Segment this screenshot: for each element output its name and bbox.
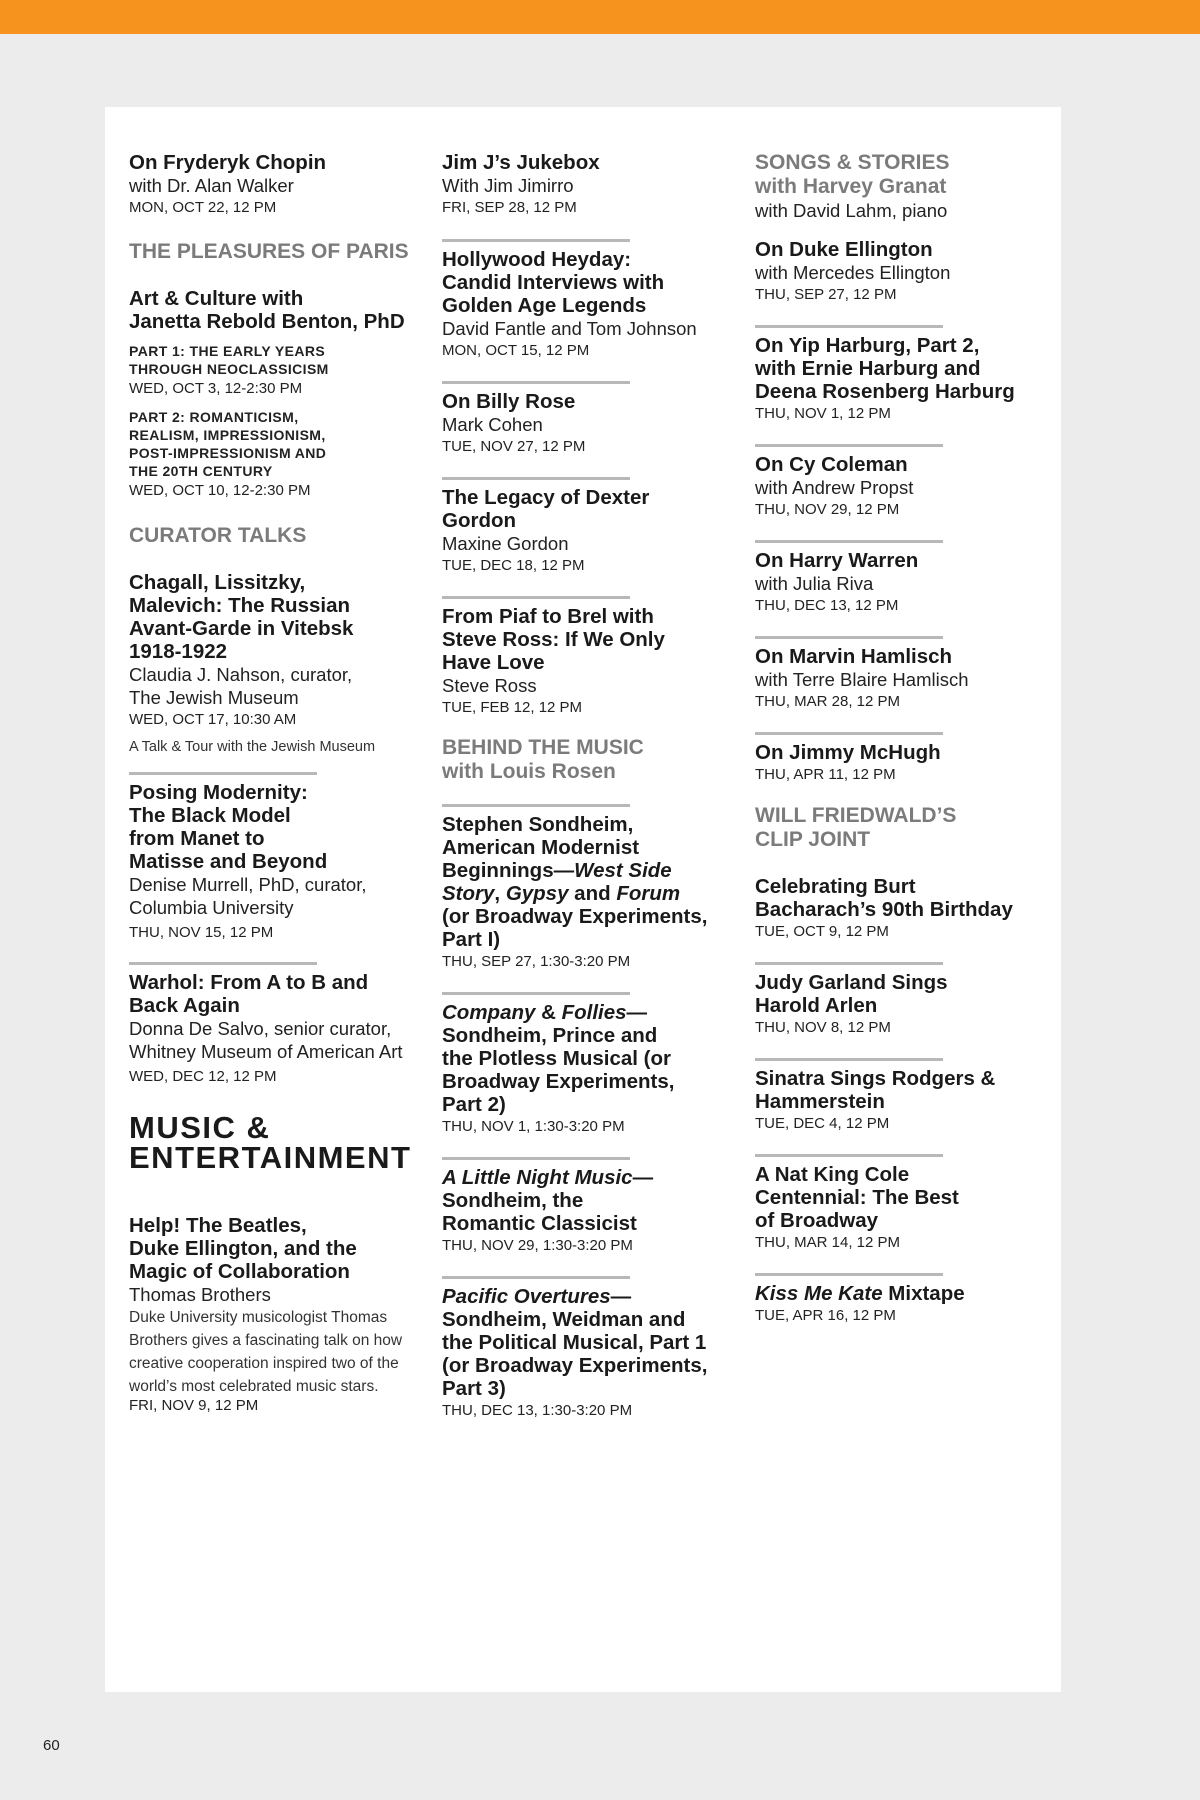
section-heading-clip-joint <box>755 804 1055 852</box>
event-note: A Talk & Tour with the Jewish Museum <box>129 739 376 755</box>
event-hollywood <box>442 248 742 361</box>
part-title-line: PART 2: ROMANTICISM, <box>129 409 299 425</box>
event-description: Brothers gives a fascinating talk on how <box>129 1332 403 1349</box>
event-title-line: Centennial: The Best <box>755 1186 959 1209</box>
heading-line: CLIP JOINT <box>755 828 871 851</box>
title-part-italic: Company <box>442 1001 536 1024</box>
event-date: THU, DEC 13, 12 PM <box>755 597 899 614</box>
event-date: FRI, NOV 9, 12 PM <box>129 1397 259 1414</box>
event-date: THU, NOV 15, 12 PM <box>129 924 274 941</box>
event-title-line: the Political Musical, Part 1 <box>442 1331 707 1354</box>
event-date: THU, SEP 27, 1:30-3:20 PM <box>442 953 631 970</box>
event-date: TUE, DEC 4, 12 PM <box>755 1115 890 1132</box>
title-part-italic: West Side <box>574 859 672 882</box>
event-title-line: Gordon <box>442 509 517 532</box>
event-date: TUE, FEB 12, 12 PM <box>442 699 583 716</box>
event-yip-harburg <box>755 334 1055 424</box>
event-date: THU, MAR 14, 12 PM <box>755 1234 901 1251</box>
section-heading-paris: THE PLEASURES OF PARIS <box>129 240 409 263</box>
event-date: THU, APR 11, 12 PM <box>755 766 896 783</box>
top-accent-bar <box>0 0 1200 34</box>
title-part: — <box>626 1001 648 1024</box>
music-entertainment-heading <box>129 1110 419 1175</box>
heading-line: with Harvey Granat <box>755 175 947 198</box>
part-title-line: PART 1: THE EARLY YEARS <box>129 343 326 359</box>
event-title-line <box>442 859 742 882</box>
title-part-italic: Forum <box>616 882 681 905</box>
event-speaker: with Mercedes Ellington <box>755 262 951 283</box>
section-heading-songs <box>755 151 1055 222</box>
divider <box>442 992 630 995</box>
event-title-line: Hollywood Heyday: <box>442 248 632 271</box>
event-paris <box>129 287 419 501</box>
event-title-line: Stephen Sondheim, <box>442 813 634 836</box>
divider <box>755 732 943 735</box>
event-sondheim-4 <box>442 1285 742 1421</box>
event-title-line: of Broadway <box>755 1209 879 1232</box>
event-title-line: Sondheim, Prince and <box>442 1024 658 1047</box>
event-speaker: Maxine Gordon <box>442 533 569 554</box>
event-title-line: The Legacy of Dexter <box>442 486 650 509</box>
event-speaker: Steve Ross <box>442 675 537 696</box>
heading-line: ENTERTAINMENT <box>129 1140 412 1175</box>
part-title-line: POST-IMPRESSIONISM AND <box>129 445 327 461</box>
event-title-line: Bacharach’s 90th Birthday <box>755 898 1013 921</box>
event-description: Duke University musicologist Thomas <box>129 1309 388 1326</box>
event-cy-coleman <box>755 453 1055 520</box>
event-title-line: A Nat King Cole <box>755 1163 910 1186</box>
divider <box>129 772 317 775</box>
divider <box>442 596 630 599</box>
event-title-line <box>755 1282 1055 1305</box>
title-part-italic: Follies <box>561 1001 627 1024</box>
divider <box>442 477 630 480</box>
divider <box>755 1058 943 1061</box>
event-title-line: Back Again <box>129 994 240 1017</box>
event-speaker: with Julia Riva <box>755 573 874 594</box>
section-heading-curator: CURATOR TALKS <box>129 524 307 547</box>
event-title-line: Posing Modernity: <box>129 781 308 804</box>
divider <box>755 325 943 328</box>
event-title-line: Part 2) <box>442 1093 506 1116</box>
section-heading-behind-music <box>442 736 742 784</box>
heading-line: with Louis Rosen <box>442 760 616 783</box>
event-date: TUE, APR 16, 12 PM <box>755 1307 896 1324</box>
divider <box>129 962 317 965</box>
event-dexter <box>442 486 742 576</box>
divider <box>442 1157 630 1160</box>
divider <box>755 540 943 543</box>
event-date: WED, OCT 3, 12-2:30 PM <box>129 380 303 397</box>
event-title-line: Magic of Collaboration <box>129 1260 350 1283</box>
event-title-line: Art & Culture with <box>129 287 304 310</box>
event-date: THU, NOV 1, 12 PM <box>755 405 891 422</box>
event-title-line: Part I) <box>442 928 501 951</box>
title-part: Beginnings— <box>442 859 575 882</box>
event-nat-king-cole <box>755 1163 1055 1253</box>
divider <box>755 1154 943 1157</box>
event-title-line: Sondheim, the <box>442 1189 584 1212</box>
event-jukebox <box>442 151 742 218</box>
event-title: On Harry Warren <box>755 549 919 572</box>
event-speaker: With Jim Jimirro <box>442 175 574 196</box>
event-billy-rose <box>442 390 742 457</box>
event-sondheim-2 <box>442 1001 742 1137</box>
event-title-line: The Black Model <box>129 804 291 827</box>
event-warhol <box>129 971 419 1087</box>
event-judy-garland <box>755 971 1055 1038</box>
event-title-line: Sondheim, Weidman and <box>442 1308 686 1331</box>
event-title-line: Avant-Garde in Vitebsk <box>129 617 354 640</box>
event-title-line: Deena Rosenberg Harburg <box>755 380 1015 403</box>
part-title-line: THROUGH NEOCLASSICISM <box>129 361 329 377</box>
event-title-line: Romantic Classicist <box>442 1212 637 1235</box>
event-title: On Billy Rose <box>442 390 576 413</box>
event-title: On Cy Coleman <box>755 453 908 476</box>
title-part-italic: Kiss Me Kate <box>755 1282 883 1305</box>
event-title-line: Hammerstein <box>755 1090 885 1113</box>
event-date: THU, NOV 29, 12 PM <box>755 501 900 518</box>
event-title: On Duke Ellington <box>755 238 933 261</box>
event-kiss-me-kate <box>755 1282 1055 1326</box>
event-beatles <box>129 1214 419 1416</box>
part-title-line: REALISM, IMPRESSIONISM, <box>129 427 326 443</box>
column-3 <box>755 151 1055 1326</box>
event-title-line: Celebrating Burt <box>755 875 916 898</box>
event-harry-warren <box>755 549 1055 616</box>
title-part: , <box>494 882 506 905</box>
page-number: 60 <box>43 1737 60 1754</box>
event-date: THU, MAR 28, 12 PM <box>755 693 901 710</box>
event-date: THU, NOV 8, 12 PM <box>755 1019 891 1036</box>
divider <box>442 1276 630 1279</box>
event-date: MON, OCT 15, 12 PM <box>442 342 590 359</box>
event-date: WED, OCT 10, 12-2:30 PM <box>129 482 311 499</box>
event-speaker: Mark Cohen <box>442 414 543 435</box>
event-date: THU, NOV 29, 1:30-3:20 PM <box>442 1237 633 1254</box>
event-date: WED, DEC 12, 12 PM <box>129 1068 277 1085</box>
event-title-line: (or Broadway Experiments, <box>442 1354 708 1377</box>
event-title-line <box>442 1166 742 1189</box>
heading-line: WILL FRIEDWALD’S <box>755 804 957 827</box>
event-speaker: Thomas Brothers <box>129 1284 271 1305</box>
event-description: creative cooperation inspired two of the <box>129 1355 399 1372</box>
event-title-line: Malevich: The Russian <box>129 594 351 617</box>
event-date: THU, DEC 13, 1:30-3:20 PM <box>442 1402 633 1419</box>
heading-line: MUSIC & <box>129 1110 271 1145</box>
event-title-line: Steve Ross: If We Only <box>442 628 665 651</box>
event-title-line: Candid Interviews with <box>442 271 665 294</box>
event-title-line: Chagall, Lissitzky, <box>129 571 306 594</box>
event-chopin <box>129 151 419 218</box>
event-date: FRI, SEP 28, 12 PM <box>442 199 577 216</box>
event-title-line: From Piaf to Brel with <box>442 605 654 628</box>
event-title: Jim J’s Jukebox <box>442 151 600 174</box>
event-title-line: from Manet to <box>129 827 265 850</box>
title-part-italic: Story <box>442 882 495 905</box>
event-title-line: Judy Garland Sings <box>755 971 948 994</box>
event-speaker: Donna De Salvo, senior curator, <box>129 1018 392 1039</box>
divider <box>755 962 943 965</box>
event-chagall <box>129 571 419 759</box>
column-1 <box>129 151 419 1416</box>
event-title-line: Janetta Rebold Benton, PhD <box>129 310 405 333</box>
event-title-line <box>442 1285 742 1308</box>
event-speaker: with Terre Blaire Hamlisch <box>755 669 969 690</box>
event-title: On Fryderyk Chopin <box>129 151 327 174</box>
event-speaker: Claudia J. Nahson, curator, <box>129 664 353 685</box>
event-title-line: the Plotless Musical (or <box>442 1047 671 1070</box>
event-date: THU, NOV 1, 1:30-3:20 PM <box>442 1118 625 1135</box>
event-date: TUE, OCT 9, 12 PM <box>755 923 889 940</box>
event-speaker: Denise Murrell, PhD, curator, <box>129 874 367 895</box>
event-title-line: Duke Ellington, and the <box>129 1237 357 1260</box>
event-title-line: Sinatra Sings Rodgers & <box>755 1067 996 1090</box>
event-speaker: David Fantle and Tom Johnson <box>442 318 697 339</box>
event-title: On Marvin Hamlisch <box>755 645 953 668</box>
event-title-line: On Yip Harburg, Part 2, <box>755 334 980 357</box>
event-speaker: Columbia University <box>129 897 294 918</box>
event-ellington <box>755 238 1055 305</box>
part-title-line: THE 20TH CENTURY <box>129 463 273 479</box>
event-title-line: Help! The Beatles, <box>129 1214 307 1237</box>
event-date: THU, SEP 27, 12 PM <box>755 286 897 303</box>
event-speaker: Whitney Museum of American Art <box>129 1041 403 1062</box>
title-part-italic: Pacific Overtures <box>442 1285 611 1308</box>
title-part-italic: A Little Night Music <box>442 1166 633 1189</box>
divider <box>755 444 943 447</box>
section-subtitle: with David Lahm, piano <box>755 200 948 221</box>
heading-line: BEHIND THE MUSIC <box>442 736 644 759</box>
event-date: MON, OCT 22, 12 PM <box>129 199 277 216</box>
column-2 <box>442 151 742 1421</box>
event-title-line <box>442 882 742 905</box>
event-title-line <box>442 1001 742 1024</box>
event-piaf <box>442 605 742 718</box>
event-title-line: Harold Arlen <box>755 994 878 1017</box>
divider <box>755 1273 943 1276</box>
event-description: world’s most celebrated music stars. <box>129 1378 379 1395</box>
event-title-line: Warhol: From A to B and <box>129 971 369 994</box>
event-title-line: Part 3) <box>442 1377 506 1400</box>
divider <box>442 381 630 384</box>
event-sondheim-3 <box>442 1166 742 1256</box>
title-part: — <box>632 1166 654 1189</box>
event-title-line: Matisse and Beyond <box>129 850 328 873</box>
event-date: WED, OCT 17, 10:30 AM <box>129 711 297 728</box>
event-speaker: with Dr. Alan Walker <box>129 175 294 196</box>
title-part: and <box>568 882 617 905</box>
event-sondheim-1 <box>442 813 742 972</box>
heading-line: SONGS & STORIES <box>755 151 950 174</box>
event-title: On Jimmy McHugh <box>755 741 941 764</box>
event-jimmy-mchugh <box>755 741 1055 785</box>
event-title-line: 1918-1922 <box>129 640 228 663</box>
event-title-line: Have Love <box>442 651 545 674</box>
event-title-line: (or Broadway Experiments, <box>442 905 708 928</box>
event-bacharach <box>755 875 1055 942</box>
divider <box>442 804 630 807</box>
event-title-line: with Ernie Harburg and <box>755 357 981 380</box>
title-part-italic: Gypsy <box>505 882 569 905</box>
title-part: Mixtape <box>882 1282 965 1305</box>
event-speaker: The Jewish Museum <box>129 687 299 708</box>
event-title-line: Broadway Experiments, <box>442 1070 675 1093</box>
event-title-line: American Modernist <box>442 836 640 859</box>
event-date: TUE, DEC 18, 12 PM <box>442 557 585 574</box>
event-marvin-hamlisch <box>755 645 1055 712</box>
event-date: TUE, NOV 27, 12 PM <box>442 438 586 455</box>
event-posing <box>129 781 419 943</box>
divider <box>442 239 630 242</box>
event-sinatra <box>755 1067 1055 1134</box>
event-title-line: Golden Age Legends <box>442 294 647 317</box>
title-part: — <box>610 1285 632 1308</box>
divider <box>755 636 943 639</box>
title-part: & <box>535 1001 562 1024</box>
event-speaker: with Andrew Propst <box>755 477 914 498</box>
